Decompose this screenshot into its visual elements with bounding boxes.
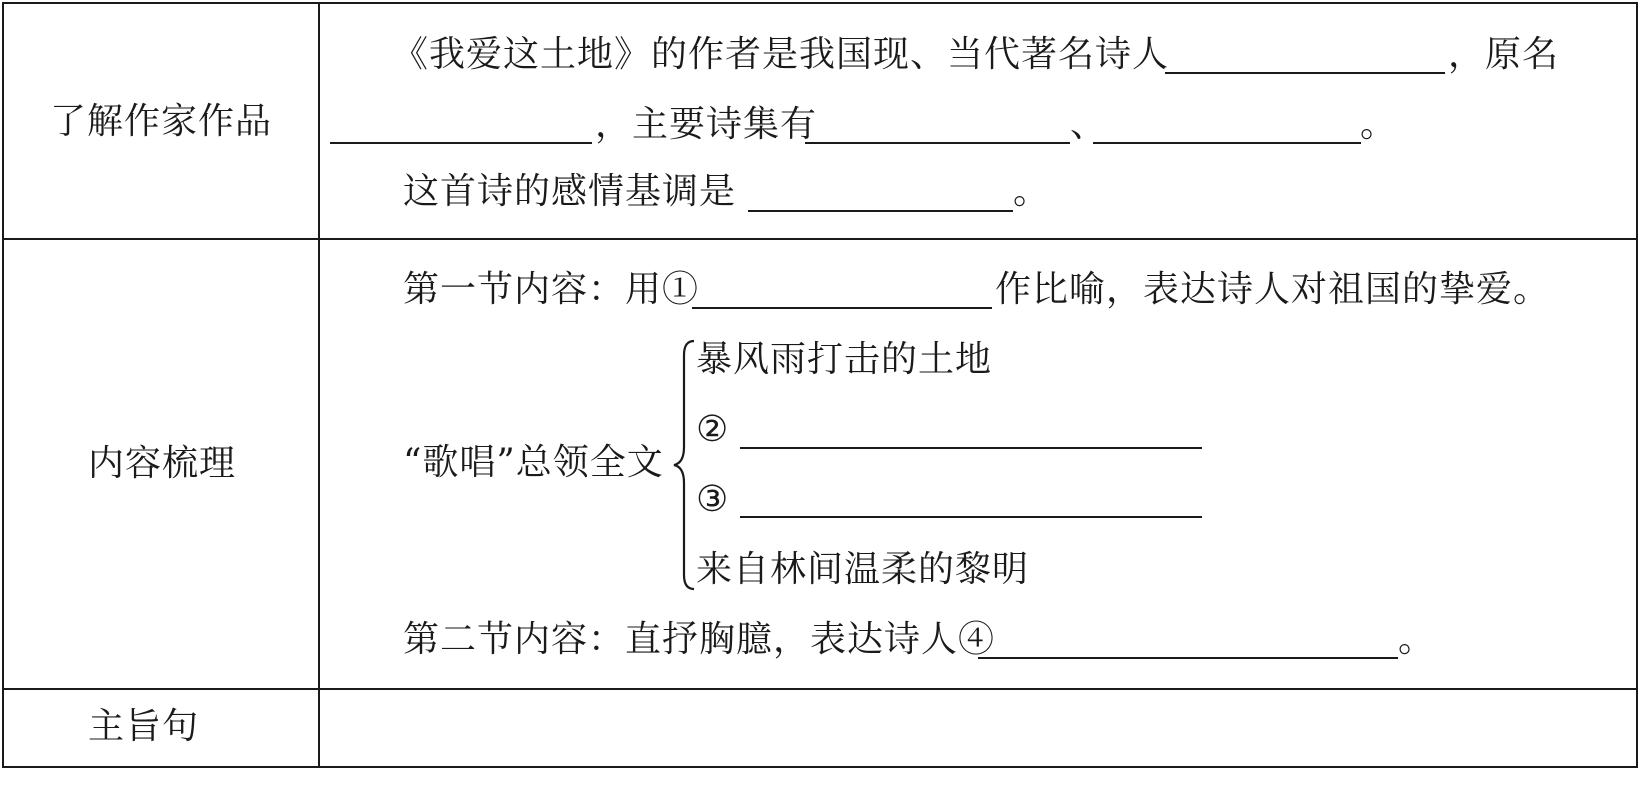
author-line1-text: 《我爱这土地》的作者是我国现、当代著名诗人 — [392, 34, 1170, 75]
author-line2-text: ，主要诗集有 — [595, 104, 818, 145]
table-border-left — [2, 2, 4, 768]
brace-item-3-marker: ③ — [696, 479, 730, 520]
author-line1-suffix: ，原名 — [1448, 34, 1560, 75]
section1-text: 第一节内容：用① — [403, 269, 700, 310]
blank-emotional-tone[interactable] — [748, 210, 1013, 212]
blank-original-name[interactable] — [330, 142, 592, 144]
blank-poetry-collection-1[interactable] — [805, 142, 1070, 144]
brace-item-storm-land: 暴风雨打击的土地 — [696, 339, 993, 380]
row-divider-2 — [2, 688, 1638, 690]
row-divider-1 — [2, 238, 1638, 240]
blank-metaphor[interactable] — [692, 307, 992, 309]
column-divider — [318, 2, 320, 768]
row-label-theme: 主旨句 — [88, 706, 200, 747]
row-label-author: 了解作家作品 — [50, 101, 273, 142]
author-line2-sep: 、 — [1070, 104, 1108, 145]
blank-poetry-collection-2[interactable] — [1093, 142, 1361, 144]
author-line3-end: 。 — [1013, 171, 1051, 212]
blank-poet-name[interactable] — [1165, 72, 1445, 74]
row-label-content: 内容梳理 — [88, 443, 237, 484]
section2-end: 。 — [1398, 619, 1436, 660]
blank-poet-feeling[interactable] — [978, 657, 1398, 659]
table-border-bottom — [2, 766, 1638, 768]
table-border-right — [1636, 2, 1638, 768]
brace-item-dawn: 来自林间温柔的黎明 — [696, 549, 1030, 590]
singing-lead-text: “歌唱”总领全文 — [403, 442, 664, 483]
table-border-top — [2, 2, 1638, 4]
blank-item-2[interactable] — [740, 447, 1202, 449]
brace-item-2-marker: ② — [696, 409, 730, 450]
author-line2-end: 。 — [1360, 104, 1398, 145]
section2-text: 第二节内容：直抒胸臆，表达诗人④ — [403, 619, 996, 660]
theme-answer-area[interactable] — [340, 707, 1620, 747]
section1-suffix: 作比喻，表达诗人对祖国的挚爱。 — [995, 269, 1551, 310]
blank-item-3[interactable] — [740, 516, 1202, 518]
author-line3-text: 这首诗的感情基调是 — [403, 171, 737, 212]
